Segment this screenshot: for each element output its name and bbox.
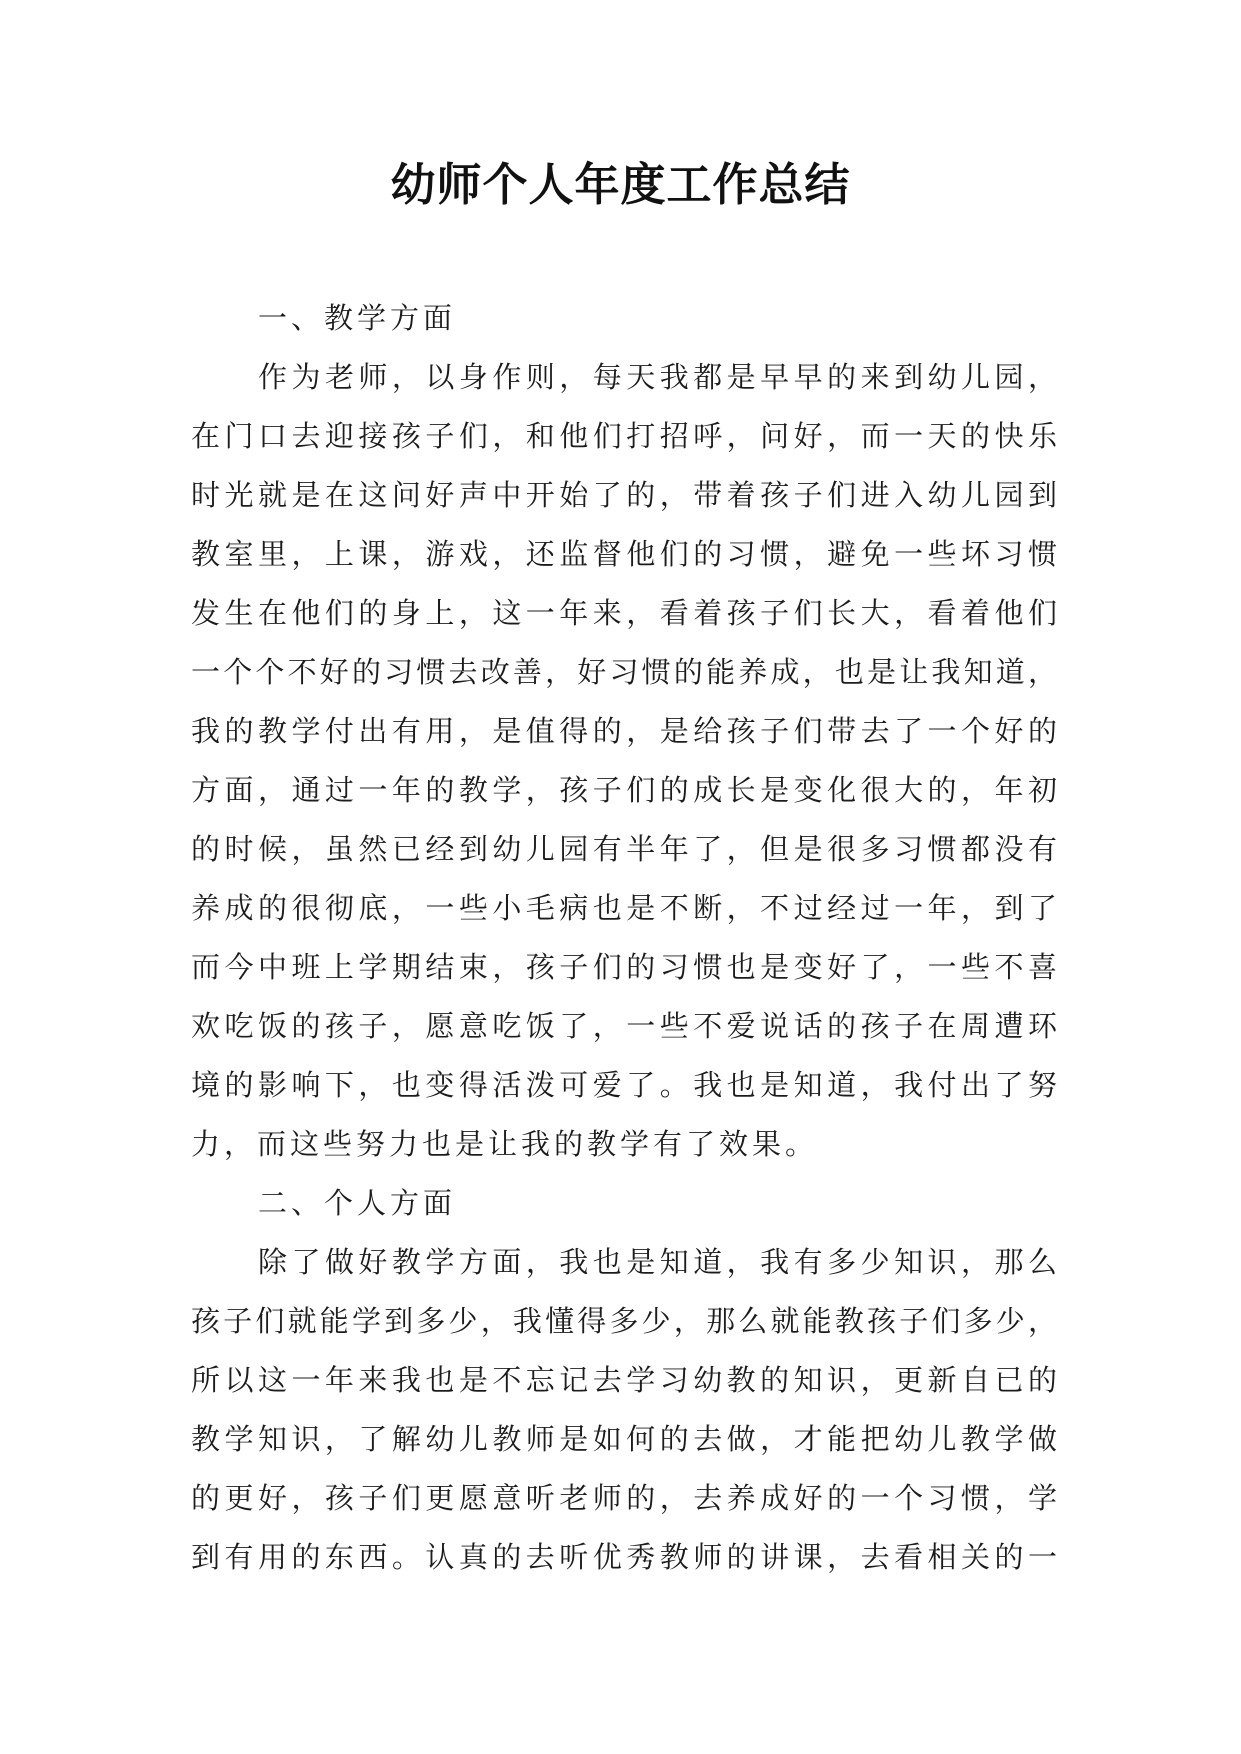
paragraph-line: 除了做好教学方面，我也是知道，我有多少知识，那么: [258, 1245, 1057, 1279]
paragraph-line: 境的影响下，也变得活泼可爱了。我也是知道，我付出了努: [191, 1068, 1057, 1102]
paragraph-line: 的更好，孩子们更愿意听老师的，去养成好的一个习惯，学: [191, 1481, 1057, 1515]
paragraph-line: 发生在他们的身上，这一年来，看着孩子们长大，看着他们: [191, 596, 1057, 630]
paragraph-line: 方面，通过一年的教学，孩子们的成长是变化很大的，年初: [191, 773, 1057, 807]
section-personal: [191, 1174, 1057, 1587]
section-heading: 一、教学方面: [258, 301, 457, 335]
paragraph: [191, 348, 1057, 1174]
paragraph: [191, 1233, 1057, 1587]
paragraph-line: 孩子们就能学到多少，我懂得多少，那么就能教孩子们多少，: [191, 1304, 1057, 1338]
paragraph-line: 欢吃饭的孩子，愿意吃饭了，一些不爱说话的孩子在周遭环: [191, 1009, 1057, 1043]
paragraph-line: 教学知识，了解幼儿教师是如何的去做，才能把幼儿教学做: [191, 1422, 1057, 1456]
page-title: 幼师个人年度工作总结: [390, 158, 851, 211]
paragraph-line: 所以这一年来我也是不忘记去学习幼教的知识，更新自已的: [191, 1363, 1057, 1397]
document-body: [191, 289, 1057, 1587]
paragraph-line: 一个个不好的习惯去改善，好习惯的能养成，也是让我知道，: [191, 655, 1057, 689]
paragraph-line: 教室里，上课，游戏，还监督他们的习惯，避免一些坏习惯: [191, 537, 1057, 571]
paragraph-line: 到有用的东西。认真的去听优秀教师的讲课，去看相关的一: [191, 1540, 1057, 1574]
paragraph-line: 力，而这些努力也是让我的教学有了效果。: [191, 1127, 819, 1161]
paragraph-line: 而今中班上学期结束，孩子们的习惯也是变好了，一些不喜: [191, 950, 1057, 984]
paragraph-line: 时光就是在这问好声中开始了的，带着孩子们进入幼儿园到: [191, 478, 1057, 512]
paragraph-line: 作为老师，以身作则，每天我都是早早的来到幼儿园，: [258, 360, 1057, 394]
paragraph-line: 养成的很彻底，一些小毛病也是不断，不过经过一年，到了: [191, 891, 1057, 925]
paragraph-line: 我的教学付出有用，是值得的，是给孩子们带去了一个好的: [191, 714, 1057, 748]
section-teaching: [191, 289, 1057, 1174]
paragraph-line: 在门口去迎接孩子们，和他们打招呼，问好，而一天的快乐: [191, 419, 1057, 453]
paragraph-line: 的时候，虽然已经到幼儿园有半年了，但是很多习惯都没有: [191, 832, 1057, 866]
section-heading: 二、个人方面: [258, 1186, 457, 1220]
